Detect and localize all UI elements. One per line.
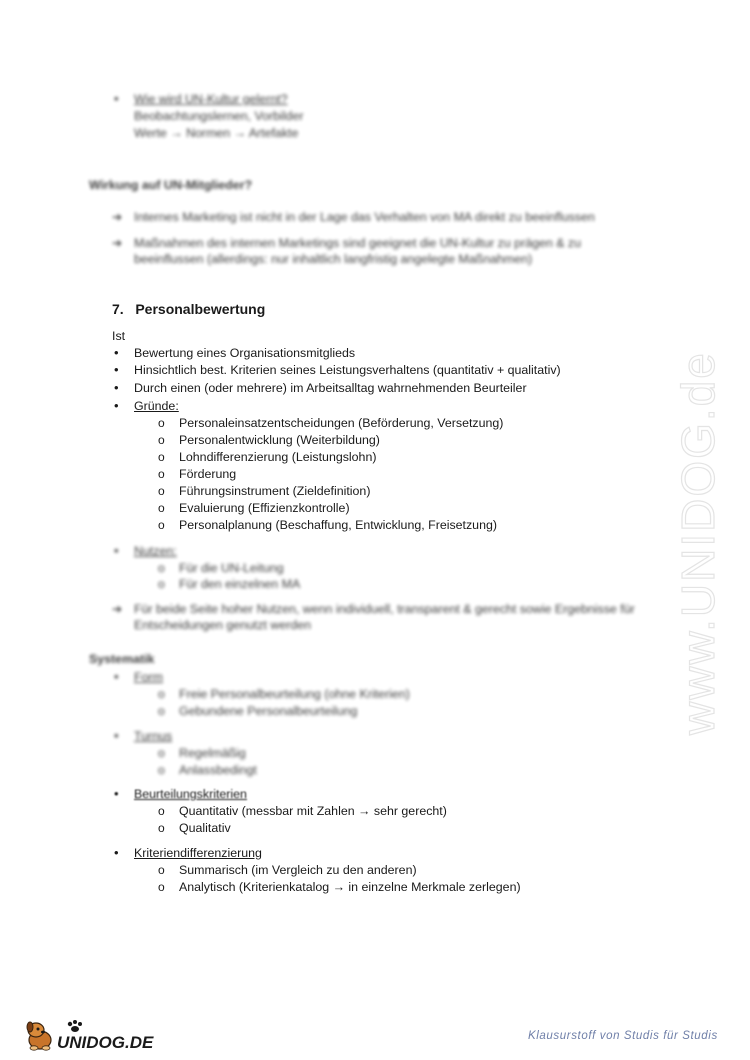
bullet-icon: • [114, 398, 119, 413]
bullet-icon: • [114, 728, 119, 743]
sub-list-item: Evaluierung (Effizienzkontrolle) [179, 501, 350, 515]
bullet-icon: • [114, 362, 119, 377]
sub-list-item: Personaleinsatzentscheidungen (Beförderung, Versetzung) [179, 416, 504, 430]
bullet-icon: • [114, 845, 119, 860]
bullet-icon: • [114, 345, 119, 360]
bullet-icon: • [114, 380, 119, 395]
circle-icon: o [158, 880, 165, 894]
sub-list-item: Gebundene Personalbeurteilung [179, 704, 358, 718]
watermark [672, 270, 732, 740]
sub-list-item: Für die UN-Leitung [179, 561, 284, 575]
sub-list-item: Summarisch (im Vergleich zu den anderen) [179, 863, 417, 877]
circle-icon: o [158, 416, 165, 430]
sub-list-item: Für den einzelnen MA [179, 577, 301, 591]
bullet-icon: • [114, 786, 119, 801]
sub-list-item: Qualitativ [179, 821, 231, 835]
list-item: Beobachtungslernen, Vorbilder [134, 109, 304, 123]
sub-list-item: Förderung [179, 467, 237, 481]
list-item: Bewertung eines Organisationsmitglieds [134, 346, 356, 360]
list-item: Werte → Normen → Artefakte [134, 126, 299, 140]
circle-icon: o [158, 450, 165, 464]
list-item: Entscheidungen genutzt werden [134, 618, 312, 632]
list-item: Internes Marketing ist nicht in der Lage das Verhalten von MA direkt zu beeinflussen [134, 210, 595, 224]
subheading: Wirkung auf UN-Mitglieder? [89, 178, 253, 192]
circle-icon: o [158, 763, 165, 777]
unidog-logo [24, 1018, 184, 1054]
circle-icon: o [158, 518, 165, 532]
list-item: Durch einen (oder mehrere) im Arbeitsalltag wahrnehmenden Beurteiler [134, 381, 527, 395]
list-item: Für beide Seite hoher Nutzen, wenn individuell, transparent & gerecht sowie Ergebnisse für [134, 602, 635, 616]
gruende-label: Gründe: [134, 399, 179, 413]
bullet-icon: • [114, 91, 119, 106]
list-item: beeinflussen (allerdings: nur inhaltlich langfristig angelegte Maßnahmen) [134, 252, 533, 266]
arrow-icon: ➔ [112, 210, 123, 224]
sub-list-item: Anlassbedingt [179, 763, 257, 777]
sub-list-item: Personalentwicklung (Weiterbildung) [179, 433, 380, 447]
circle-icon: o [158, 687, 165, 701]
turnus-label: Turnus [134, 729, 173, 743]
list-item: Wie wird UN-Kultur gelernt? [134, 92, 288, 106]
list-item: Hinsichtlich best. Kriterien seines Leistungsverhaltens (quantitativ + qualitativ) [134, 363, 561, 377]
circle-icon: o [158, 467, 165, 481]
form-label: Form [134, 670, 163, 684]
circle-icon: o [158, 561, 165, 575]
list-item: Maßnahmen des internen Marketings sind geeignet die UN-Kultur zu prägen & zu [134, 236, 581, 250]
sub-list-item: Freie Personalbeurteilung (ohne Kriterien) [179, 687, 410, 701]
watermark-text: www.UNIDOG.de [672, 351, 724, 735]
sub-list-item: Führungsinstrument (Zieldefinition) [179, 484, 371, 498]
sub-list-item: Analytisch (Kriterienkatalog → in einzelne Merkmale zerlegen) [179, 880, 521, 894]
watermark-graphic [672, 270, 732, 740]
circle-icon: o [158, 484, 165, 498]
circle-icon: o [158, 746, 165, 760]
systematik-heading: Systematik [89, 652, 155, 666]
diff-label: Kriteriendifferenzierung [134, 846, 262, 860]
intro-text: Ist [112, 329, 126, 343]
footer-tagline: Klausurstoff von Studis für Studis [528, 1030, 718, 1042]
logo-text: UNIDOG.DE [57, 1033, 154, 1052]
sub-list-item: Regelmäßig [179, 746, 246, 760]
circle-icon: o [158, 821, 165, 835]
circle-icon: o [158, 433, 165, 447]
arrow-icon: ➔ [112, 236, 123, 250]
circle-icon: o [158, 501, 165, 515]
circle-icon: o [158, 804, 165, 818]
nutzen-label: Nutzen: [134, 544, 177, 558]
circle-icon: o [158, 863, 165, 877]
sub-list-item: Quantitativ (messbar mit Zahlen → sehr gerecht) [179, 804, 447, 818]
sub-list-item: Lohndifferenzierung (Leistungslohn) [179, 450, 377, 464]
dog-logo-graphic [24, 1018, 184, 1054]
bullet-icon: • [114, 543, 119, 558]
circle-icon: o [158, 704, 165, 718]
arrow-icon: ➔ [112, 602, 123, 616]
circle-icon: o [158, 577, 165, 591]
section-heading: 7. Personalbewertung [112, 301, 266, 317]
sub-list-item: Personalplanung (Beschaffung, Entwicklung, Freisetzung) [179, 518, 497, 532]
bullet-icon: • [114, 669, 119, 684]
kriterien-label: Beurteilungskriterien [134, 787, 247, 801]
